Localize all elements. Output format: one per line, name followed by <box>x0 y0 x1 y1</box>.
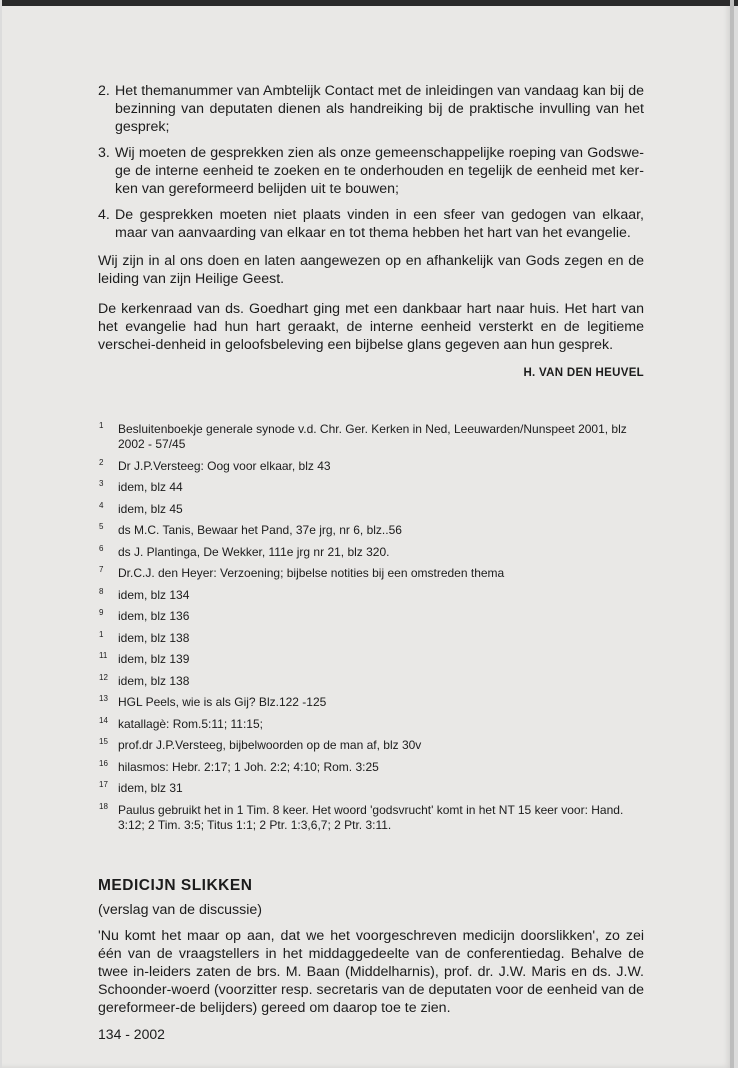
point-item <box>98 206 644 242</box>
footnote-text: idem, blz 44 <box>118 480 183 494</box>
scan-top-edge <box>2 0 738 6</box>
section-heading: MEDICIJN SLIKKEN <box>98 876 253 894</box>
point-text: Wij moeten de gesprekken zien als onze gemeenschappelijke roeping van Godswe-ge de interne eenheid te zoeken en te onderhouden en tegelijk de eenheid met ker-ken van gereformeerd belijden uit te bouwen; <box>115 145 644 197</box>
footnote-text: Dr J.P.Versteeg: Oog voor elkaar, blz 43 <box>118 458 331 473</box>
footnote-text: prof.dr J.P.Versteeg, bijbelwoorden op de man af, blz 30v <box>118 738 422 752</box>
point-number: 3. <box>98 145 110 161</box>
footnote-number: 1 <box>99 421 104 430</box>
footnote-text: idem, blz 31 <box>118 781 183 795</box>
footnote <box>98 803 644 833</box>
footnotes <box>98 422 644 833</box>
footnote-text: idem, blz 138 <box>118 630 190 645</box>
footnote-number: 13 <box>99 694 108 703</box>
footnote-number: 1 <box>99 629 104 639</box>
point-item <box>98 144 644 198</box>
footnote-text: ds M.C. Tanis, Bewaar het Pand, 37e jrg, nr 6, blz..56 <box>118 523 402 537</box>
point-text: De gesprekken moeten niet plaats vinden in een sfeer van gedogen van elkaar, maar van aanvaarding van elkaar en tot thema hebben het hart van het evangelie. <box>115 207 644 241</box>
footnote <box>98 652 644 667</box>
footnote <box>98 695 644 710</box>
point-item <box>98 82 644 136</box>
footnote <box>98 760 644 775</box>
footnote-number: 7 <box>99 565 104 574</box>
paragraph-blessing: Wij zijn in al ons doen en laten aangewezen op en afhankelijk van Gods zegen en de leiding van zijn Heilige Geest. <box>98 253 644 287</box>
footnote <box>98 523 644 538</box>
page-number: 134 - 2002 <box>98 1026 165 1042</box>
point-text: Het themanummer van Ambtelijk Contact met de inleidingen van vandaag kan bij de bezinning van deputaten dienen als handreiking bij de praktische invulling van het gesprek; <box>115 83 644 135</box>
footnote-number: 5 <box>99 522 104 531</box>
footnote-number: 17 <box>99 780 108 789</box>
footnote-text: idem, blz 139 <box>118 652 190 666</box>
footnote-text: idem, blz 45 <box>118 501 183 516</box>
footnote <box>98 588 644 603</box>
footnote-text: Dr.C.J. den Heyer: Verzoening; bijbelse notities bij een omstreden thema <box>118 566 505 580</box>
section-body: 'Nu komt het maar op aan, dat we het voorgeschreven medicijn doorslikken', zo zei één van de vraagstellers in het middaggedeelte van de conferentiedag. Behalve de twee in-leiders zaten de brs. M. Baan (Middelharnis), prof. dr. J.W. Maris en ds. J.W. Schoonder-woerd (voorzitter resp. secretaris van de deputaten voor de eenheid van de gereformeer-de belijders) gereed om daarop toe te zien. <box>98 927 644 1016</box>
footnote-text: ds J. Plantinga, De Wekker, 111e jrg nr 21, blz 320. <box>118 544 390 559</box>
section-subtitle: (verslag van de discussie) <box>98 901 263 918</box>
footnote-number: 11 <box>99 651 108 660</box>
document-page <box>2 0 734 1068</box>
footnote-text: katallagè: Rom.5:11; 11:15; <box>118 716 263 731</box>
footnote <box>98 459 644 474</box>
footnote-number: 15 <box>99 737 108 746</box>
author-signature: H. VAN DEN HEUVEL <box>523 367 644 379</box>
footnote <box>98 480 644 495</box>
footnote-text: hilasmos: Hebr. 2:17; 1 Joh. 2:2; 4:10; Rom. 3:25 <box>118 759 379 774</box>
footnote-number: 12 <box>99 672 108 682</box>
point-number: 4. <box>98 207 110 223</box>
footnote-number: 9 <box>99 608 104 617</box>
page-content <box>98 82 644 1029</box>
footnote-number: 6 <box>99 543 104 553</box>
footnote <box>98 781 644 796</box>
footnote <box>98 674 644 689</box>
footnote-text: idem, blz 136 <box>118 609 190 623</box>
footnote-number: 16 <box>99 758 108 768</box>
footnote-number: 3 <box>99 479 104 488</box>
footnote-text: Besluitenboekje generale synode v.d. Chr. Ger. Kerken in Ned, Leeuwarden/Nunspeet 2001, blz 2002 - 57/45 <box>118 422 627 451</box>
paragraph-conclusion: De kerkenraad van ds. Goedhart ging met een dankbaar hart naar huis. Het hart van het evangelie had hun hart geraakt, de interne eenheid versterkt en de legitieme verschei-denheid in geloofsbeleving een bijbelse glans gegeven aan hun gesprek. <box>98 301 644 353</box>
footnote-number: 14 <box>99 715 108 725</box>
footnote-number: 2 <box>99 457 104 467</box>
footnote-number: 18 <box>99 801 108 811</box>
footnote <box>98 738 644 753</box>
footnote-number: 4 <box>99 500 104 510</box>
footnote-text: Paulus gebruikt het in 1 Tim. 8 keer. Het woord 'godsvrucht' komt in het NT 15 keer voor: Hand. 3:12; 2 Tim. 3:5; Titus 1:1; 2 Ptr. 1:3,6,7; 2 Ptr. 3:11. <box>118 802 624 832</box>
footnote <box>98 545 644 560</box>
footnote <box>98 631 644 646</box>
footnote-text: idem, blz 138 <box>118 673 190 688</box>
footnote-text: idem, blz 134 <box>118 587 190 602</box>
scan-right-edge <box>730 0 734 1068</box>
footnote <box>98 566 644 581</box>
numbered-points <box>98 82 644 242</box>
footnote <box>98 609 644 624</box>
footnote-number: 8 <box>99 586 104 596</box>
point-number: 2. <box>98 83 110 99</box>
footnote <box>98 422 644 452</box>
footnote-text: HGL Peels, wie is als Gij? Blz.122 -125 <box>118 695 327 709</box>
footnote <box>98 502 644 517</box>
footnote <box>98 717 644 732</box>
